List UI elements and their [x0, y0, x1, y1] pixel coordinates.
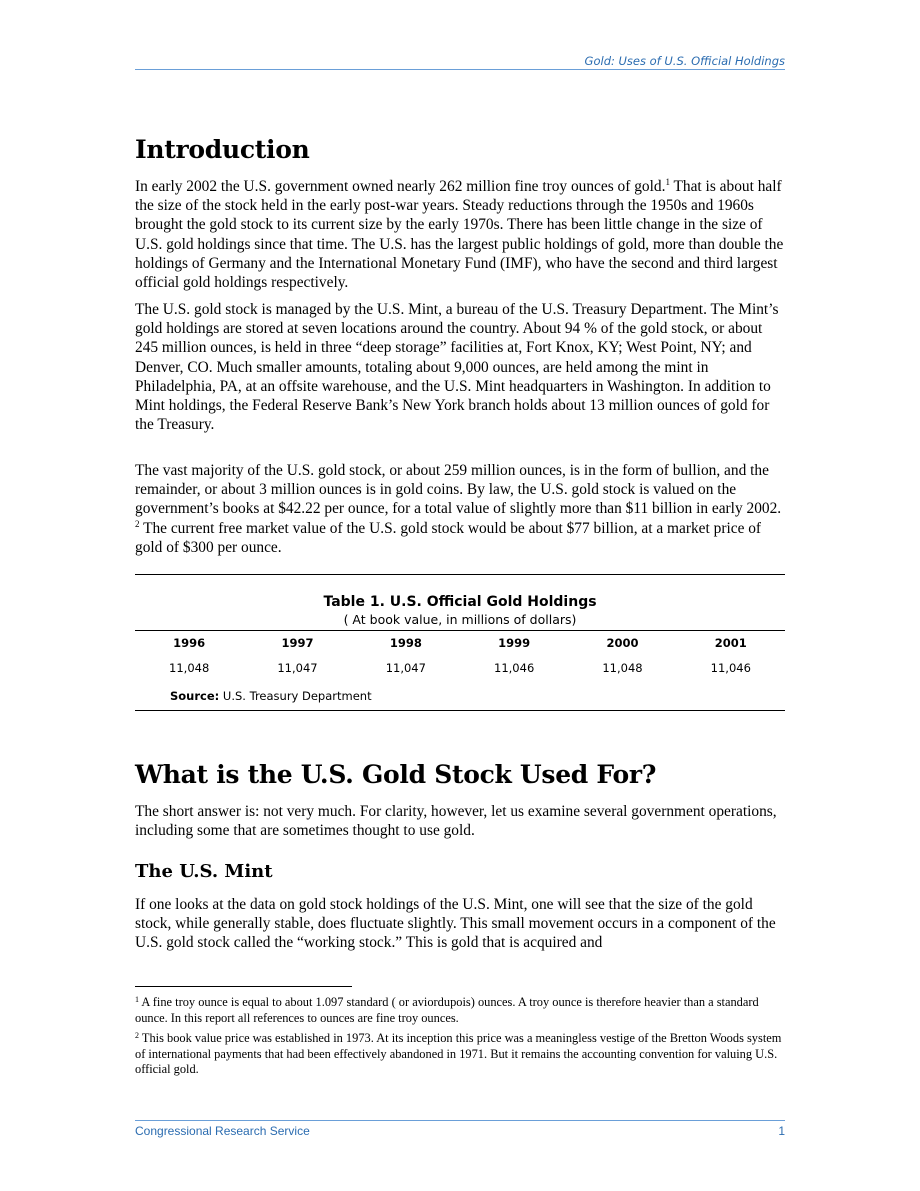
table-cell: 11,047: [277, 661, 318, 675]
table-column-header: 1999: [498, 636, 531, 650]
intro-p3-text-b: The current free market value of the U.S. gold stock would be about $77 billion, at a market price of gold of $300 per ounce.: [135, 519, 762, 556]
footnote-separator: [135, 986, 352, 987]
footnote-number-2: 2: [135, 1031, 139, 1040]
intro-p1-text-b: That is about half the size of the stock held in the early post-war years. Steady reductions through the 1950s and 1960s brought the gold stock to its current size by the early 1970s. There has been little change in the size of U.S. gold holdings since that time. The U.S. has the largest public holdings of gold, more than double the holdings of Germany and the International Monetary Fund (IMF), who have the second and third largest official gold holdings respectively.: [135, 178, 784, 292]
subsection-heading-mint: The U.S. Mint: [135, 861, 273, 882]
footnote-ref-2[interactable]: 2: [135, 518, 140, 529]
page-number: 1: [778, 1124, 785, 1138]
table-source-label: Source:: [170, 689, 220, 703]
intro-paragraph-1: [135, 177, 787, 292]
table-column-header: 2000: [606, 636, 639, 650]
table-row: [135, 661, 785, 675]
footnote-1: [135, 995, 785, 1026]
table-column-header: 1998: [389, 636, 422, 650]
table-cell: 11,046: [710, 661, 751, 675]
section-heading-introduction: Introduction: [135, 135, 310, 164]
gold-holdings-table: [135, 574, 785, 711]
table-source: [170, 689, 372, 703]
used-for-paragraph: The short answer is: not very much. For clarity, however, let us examine several government operations, including some that are sometimes thought to use gold.: [135, 803, 777, 840]
table-header-row: [135, 636, 785, 650]
running-header: Gold: Uses of U.S. Official Holdings: [135, 54, 785, 70]
table-cell: 11,048: [169, 661, 210, 675]
footnote-number-1: 1: [135, 995, 139, 1004]
footnote-1-text: A fine troy ounce is equal to about 1.097 standard ( or aviordupois) ounces. A troy ounce is therefore heavier than a standard ounce. In this report all references to ounces are fine troy ounces.: [135, 995, 759, 1025]
footnote-ref-1[interactable]: 1: [665, 177, 670, 187]
footer-rule: [135, 1120, 785, 1121]
intro-paragraph-3: [135, 461, 787, 557]
table-column-header: 1996: [173, 636, 206, 650]
table-source-text: U.S. Treasury Department: [219, 689, 372, 703]
intro-p3-text-a: The vast majority of the U.S. gold stock, or about 259 million ounces, is in the form of bullion, and the remainder, or about 3 million ounces is in gold coins. By law, the U.S. gold stock is valued on the government’s books at $42.22 per ounce, for a total value of slightly more than $11 billion in early 2002.: [135, 462, 782, 518]
section-heading-used-for: What is the U.S. Gold Stock Used For?: [135, 760, 657, 789]
table-column-header: 1997: [281, 636, 314, 650]
table-title: Table 1. U.S. Official Gold Holdings: [323, 594, 597, 610]
intro-p1-text-a: In early 2002 the U.S. government owned nearly 262 million fine troy ounces of gold.: [135, 178, 666, 195]
table-cell: 11,048: [602, 661, 643, 675]
intro-paragraph-2: The U.S. gold stock is managed by the U.S. Mint, a bureau of the U.S. Treasury Department. The Mint’s gold holdings are stored at seven locations around the country. About 94 % of the gold stock, or about 245 million ounces, is held in three “deep storage” facilities at, Fort Knox, KY; West Point, NY; and Denver, CO. Much smaller amounts, totaling about 9,000 ounces, are held among the mint in Philadelphia, PA, at an offsite warehouse, and the U.S. Mint headquarters in Washington. In addition to Mint holdings, the Federal Reserve Bank’s New York branch holds about 13 million ounces of gold for the Treasury.: [135, 301, 779, 434]
table-header-rule: [135, 630, 785, 631]
table-cell: 11,046: [494, 661, 535, 675]
footnote-2-text: This book value price was established in 1973. At its inception this price was a meaningless vestige of the Bretton Woods system of international payments that had been effectively abandoned in 1971. But it remains the accounting convention for valuing U.S. official gold.: [135, 1031, 782, 1077]
footer-publisher: Congressional Research Service: [135, 1124, 310, 1138]
footnote-2: [135, 1031, 785, 1078]
mint-paragraph: If one looks at the data on gold stock holdings of the U.S. Mint, one will see that the size of the gold stock, while generally stable, does fluctuate slightly. This small movement occurs in a component of the U.S. gold stock called the “working stock.” This is gold that is acquired and: [135, 896, 776, 952]
table-subtitle: ( At book value, in millions of dollars): [343, 612, 577, 627]
table-column-header: 2001: [714, 636, 747, 650]
table-cell: 11,047: [385, 661, 426, 675]
